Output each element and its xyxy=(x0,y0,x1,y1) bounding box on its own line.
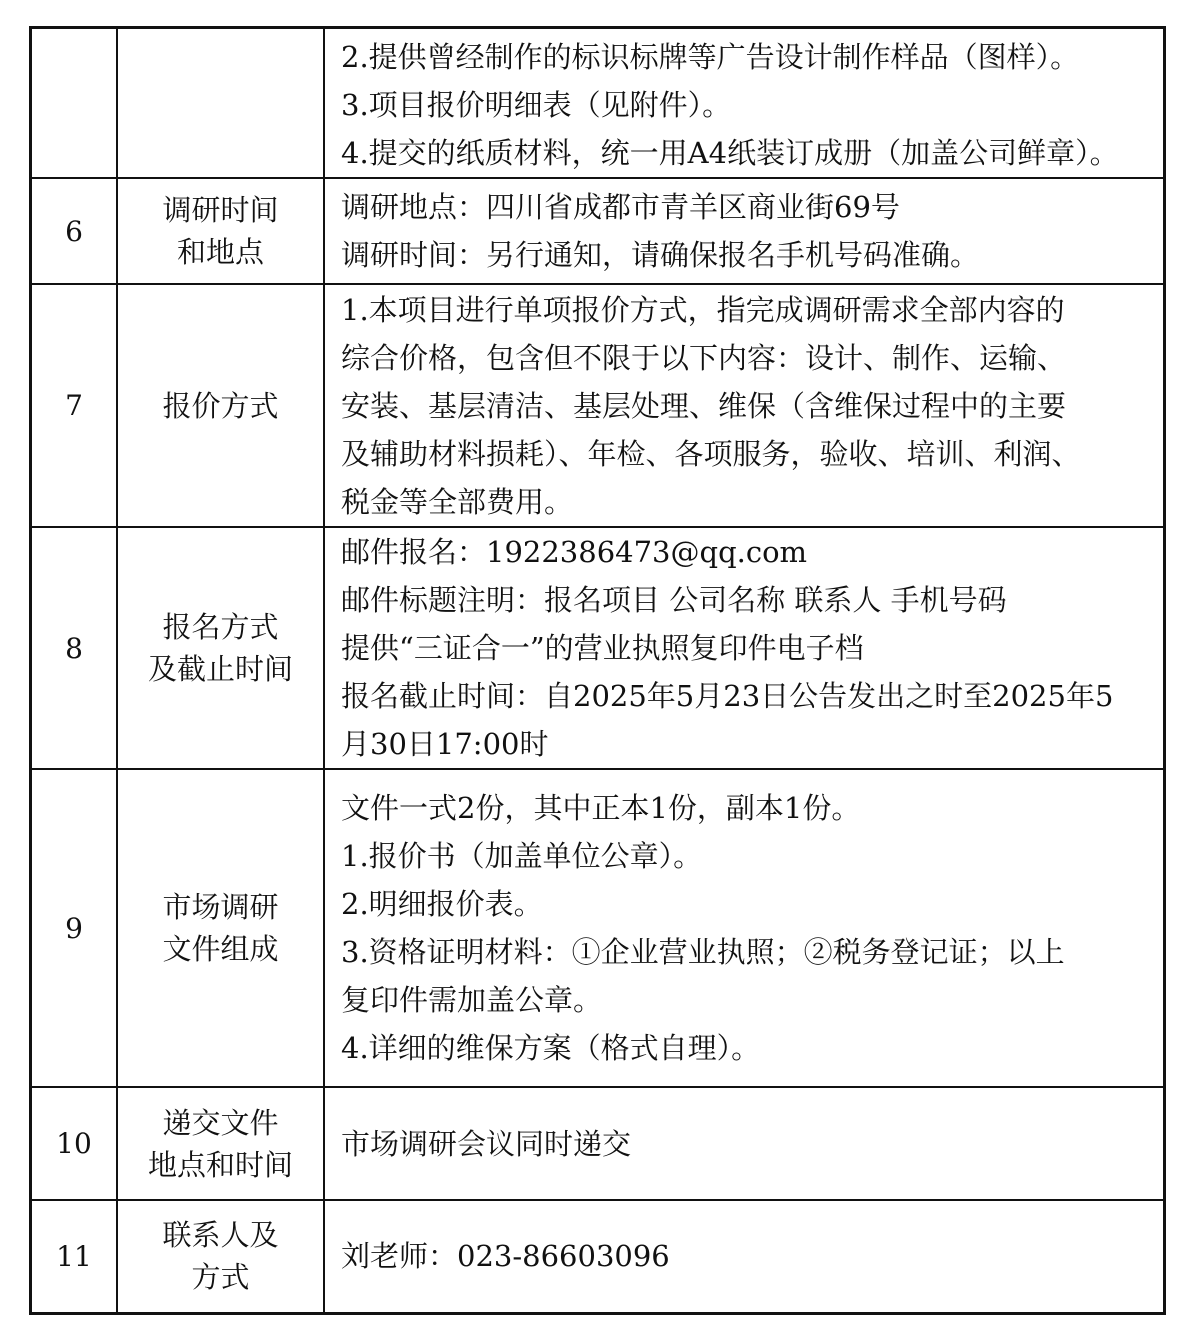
row-item-label xyxy=(117,527,324,769)
content-line: 调研地点：四川省成都市青羊区商业街69号 xyxy=(341,190,900,224)
item-line: 报名方式 xyxy=(162,610,279,644)
procurement-info-table xyxy=(29,26,1166,1315)
content-line: 2.明细报价表。 xyxy=(341,887,543,921)
content-line: 税金等全部费用。 xyxy=(341,484,574,519)
content-line: 邮件标题注明：报名项目 公司名称 联系人 手机号码 xyxy=(341,583,1007,617)
row-number: 9 xyxy=(31,769,118,1087)
row-content xyxy=(324,769,1165,1087)
row-item-label xyxy=(117,28,324,179)
item-line: 及截止时间 xyxy=(147,652,293,686)
row-item-label xyxy=(117,284,324,527)
row-content xyxy=(324,28,1165,179)
content-line: 1.本项目进行单项报价方式，指完成调研需求全部内容的 xyxy=(341,292,1065,327)
row-number: 8 xyxy=(31,527,118,769)
item-line: 调研时间 xyxy=(162,193,279,227)
content-line: 综合价格，包含但不限于以下内容：设计、制作、运输、 xyxy=(341,340,1067,375)
row-content xyxy=(324,284,1165,527)
table-row xyxy=(31,769,1165,1087)
row-content xyxy=(324,527,1165,769)
row-number: 7 xyxy=(31,284,118,527)
item-line: 报价方式 xyxy=(162,388,279,423)
content-line: 提供“三证合一”的营业执照复印件电子档 xyxy=(341,631,864,665)
deadline-line: 月30日17:00时 xyxy=(341,727,549,761)
email-line: 邮件报名：1922386473@qq.com xyxy=(341,535,808,569)
item-line: 市场调研 xyxy=(162,890,279,924)
item-line: 地点和时间 xyxy=(147,1147,293,1182)
item-line: 文件组成 xyxy=(162,932,279,966)
row-item-label xyxy=(117,1087,324,1200)
deadline-line: 报名截止时间：自2025年5月23日公告发出之时至2025年5 xyxy=(341,679,1114,713)
table-row xyxy=(31,1087,1165,1200)
content-line: 2.提供曾经制作的标识标牌等广告设计制作样品（图样）。 xyxy=(341,40,1080,74)
content-line: 市场调研会议同时递交 xyxy=(341,1126,632,1161)
table-row xyxy=(31,527,1165,769)
row-number: 6 xyxy=(31,178,118,284)
content-line: 3.资格证明材料：①企业营业执照；②税务登记证；以上 xyxy=(341,935,1065,969)
content-line: 文件一式2份，其中正本1份，副本1份。 xyxy=(341,791,861,825)
item-line: 联系人及 xyxy=(162,1218,279,1253)
row-number: 11 xyxy=(31,1200,118,1313)
content-line: 安装、基层清洁、基层处理、维保（含维保过程中的主要 xyxy=(341,388,1067,423)
row-content xyxy=(324,1200,1165,1313)
content-line: 及辅助材料损耗）、年检、各项服务，验收、培训、利润、 xyxy=(341,436,1081,471)
content-line: 4.详细的维保方案（格式自理）。 xyxy=(341,1031,761,1065)
content-line: 3.项目报价明细表（见附件）。 xyxy=(341,88,732,122)
content-line: 4.提交的纸质材料，统一用A4纸装订成册（加盖公司鲜章）。 xyxy=(341,136,1119,170)
content-line: 调研时间：另行通知，请确保报名手机号码准确。 xyxy=(341,238,980,272)
row-number xyxy=(31,28,118,179)
content-line: 1.报价书（加盖单位公章）。 xyxy=(341,839,703,873)
content-line: 复印件需加盖公章。 xyxy=(341,983,603,1017)
row-item-label xyxy=(117,769,324,1087)
row-content xyxy=(324,1087,1165,1200)
table-row xyxy=(31,28,1165,179)
contact-line: 刘老师：023-86603096 xyxy=(341,1239,670,1274)
item-line: 和地点 xyxy=(176,235,264,269)
row-content xyxy=(324,178,1165,284)
row-item-label xyxy=(117,178,324,284)
table-row xyxy=(31,1200,1165,1313)
table-row xyxy=(31,178,1165,284)
table-row xyxy=(31,284,1165,527)
row-item-label xyxy=(117,1200,324,1313)
row-number: 10 xyxy=(31,1087,118,1200)
item-line: 递交文件 xyxy=(162,1105,279,1140)
item-line: 方式 xyxy=(191,1260,250,1295)
